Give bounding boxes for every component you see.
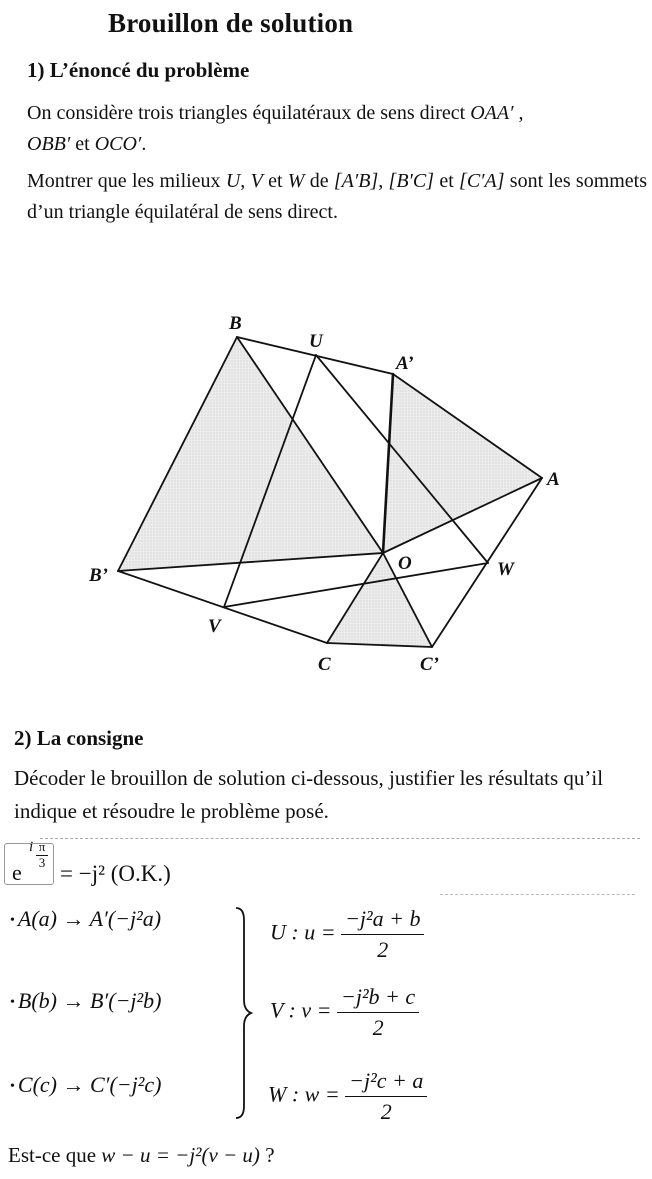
triangle-oaa: OAA′ (470, 102, 514, 124)
exp-fraction (36, 840, 48, 870)
u-fraction (341, 906, 424, 963)
conjunction: et (262, 170, 288, 192)
statement-paragraph-2 (27, 166, 647, 228)
edge-c-b-prime (118, 571, 327, 643)
geometry-figure (0, 300, 652, 700)
statement-text: On considère trois triangles équilatéraux de sens direct (27, 102, 471, 124)
comma: , (240, 170, 251, 192)
mapping-a-text: A(a) → A′(−j²a) (17, 906, 162, 931)
bullet-icon: • (10, 1078, 15, 1094)
triangle-occ-shape (327, 553, 432, 647)
mapping-b (10, 988, 161, 1014)
midpoint-w-formula (268, 1068, 427, 1125)
label-a: A (547, 469, 560, 490)
segment-bc: [B′C] (388, 170, 435, 192)
right-brace-icon (232, 906, 254, 1120)
dashed-separator-right (440, 894, 635, 895)
v-fraction (337, 984, 419, 1041)
final-question (8, 1143, 275, 1168)
comma: , (378, 170, 389, 192)
w-lhs: W : w = (268, 1081, 340, 1107)
label-b-prime: B’ (89, 565, 108, 586)
w-fraction (345, 1068, 427, 1125)
segment-ab: [A′B] (333, 170, 379, 192)
label-b: B (229, 313, 242, 334)
statement-paragraph-1 (27, 98, 647, 160)
mapping-c-text: C(c) → C′(−j²c) (17, 1072, 162, 1097)
label-o: O (398, 553, 412, 574)
conjunction: et (434, 170, 460, 192)
exp-pi: π (38, 839, 46, 854)
midpoint-u: U (225, 170, 241, 192)
label-c-prime: C’ (420, 654, 439, 675)
statement-text: Montrer que les milieux (27, 170, 226, 192)
period: . (141, 133, 147, 155)
separator: , (513, 102, 524, 124)
mapping-b-text: B(b) → B′(−j²b) (17, 988, 162, 1013)
v-lhs: V : v = (270, 997, 332, 1023)
statement-text-rest: sont les sommets d’un triangle équilatéral de sens direct. (27, 170, 648, 223)
v-denominator: 2 (372, 1015, 384, 1040)
segment-ca: [C′A] (459, 170, 505, 192)
label-u: U (309, 331, 323, 352)
triangle-obb: OBB′ (27, 133, 71, 155)
exp-three: 3 (38, 855, 46, 870)
w-numerator: −j²c + a (345, 1068, 427, 1097)
dashed-separator (40, 838, 640, 839)
label-w: W (497, 559, 514, 580)
consigne-text: Décoder le brouillon de solution ci-dessous, justifier les résultats qu’il indique et résoudre le problème posé. (14, 766, 604, 823)
triangle-oco: OCO′ (94, 133, 142, 155)
label-v: V (208, 616, 221, 637)
w-denominator: 2 (380, 1099, 392, 1124)
label-a-prime: A’ (396, 353, 414, 374)
question-equation: w − u = −j²(v − u) (101, 1143, 260, 1167)
equation-j-squared: = −j² (O.K.) (60, 861, 171, 886)
midpoint-u-formula (270, 906, 424, 963)
u-denominator: 2 (377, 937, 389, 962)
midpoint-w: W (287, 170, 305, 192)
exp-imag-unit: i (29, 839, 34, 855)
mapping-c (10, 1072, 161, 1098)
section-heading-enonce: 1) L’énoncé du problème (27, 58, 250, 82)
label-c: C (318, 654, 331, 675)
midpoint-v: V (250, 170, 263, 192)
mapping-a (10, 906, 161, 932)
exp-base: e (12, 860, 22, 885)
midpoint-v-formula (270, 984, 419, 1041)
v-numerator: −j²b + c (337, 984, 419, 1013)
question-mark: ? (259, 1143, 275, 1167)
conjunction: et (70, 133, 95, 155)
preposition: de (304, 170, 334, 192)
bullet-icon: • (10, 912, 15, 928)
bullet-icon: • (10, 994, 15, 1010)
u-numerator: −j²a + b (341, 906, 424, 935)
question-text: Est-ce que (8, 1143, 102, 1167)
page-title: Brouillon de solution (108, 8, 354, 38)
u-lhs: U : u = (270, 919, 336, 945)
section-heading-consigne: 2) La consigne (14, 726, 144, 750)
